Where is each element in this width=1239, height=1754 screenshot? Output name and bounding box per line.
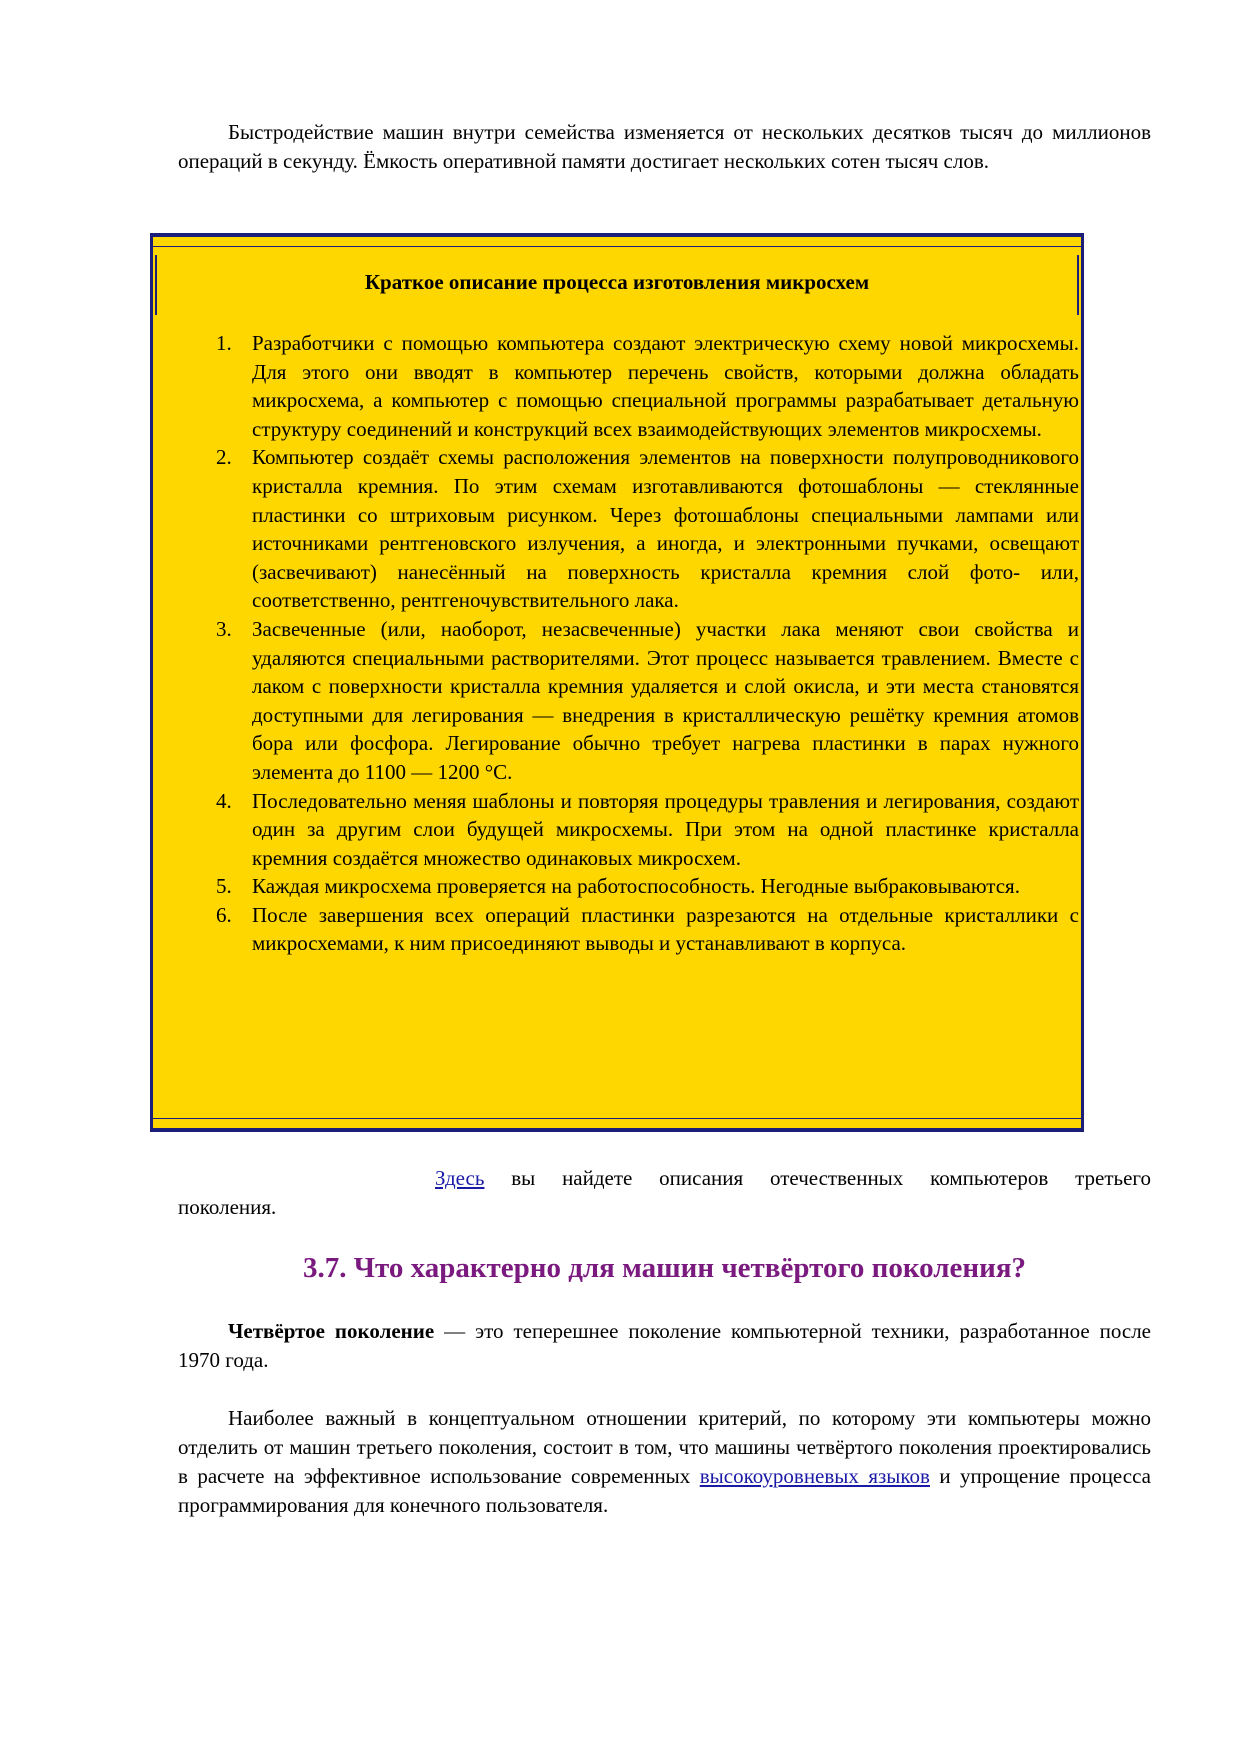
list-item-text: Каждая микросхема проверяется на работоспособность. Негодные выбраковываются. — [252, 874, 1020, 899]
list-item-number: 5. — [216, 874, 232, 899]
link-paragraph-text: вы найдете описания отечественных компьютеров третьего — [484, 1166, 1151, 1190]
list-item-text: После завершения всех операций пластинки разрезаются на отдельные кристаллики с микросхемами, к ним присоединяют выводы и устанавливают в корпуса. — [252, 902, 1079, 956]
section-number: 3.7. — [302, 1252, 347, 1284]
here-link[interactable]: Здесь — [435, 1166, 485, 1190]
list-item-text: Засвеченные (или, наоборот, незасвеченные) участки лака меняют свои свойства и удаляются специальными растворителями. Этот процесс называется травлением. Вместе с лаком с поверхности кристалла кремния удаляется и слой окисла, и эти места становятся доступными для легирования — внедрения в кристаллическую решётку кремния атомов бора или фосфора. Легирование обычно требует нагрева пластинки в парах нужного элемента до 1100 — 1200 °С. — [252, 616, 1079, 784]
list-item-text: Компьютер создаёт схемы расположения элементов на поверхности полупроводникового кристалла кремния. По этим схемам изготавливаются фотошаблоны — стеклянные пластинки со штриховым рисунком. Через фотошаблоны специальными лампами или источниками рентгеновского излучения, а иногда, и электронными пучками, освещают (засвечивают) нанесённый на поверхность кристалла кремния слой фото- или, соответственно, рентгеночувствительного лака. — [252, 445, 1079, 613]
fourth-generation-definition: — это теперешнее поколение компьютерной техники, разработанное после 1970 года. — [178, 1319, 1151, 1372]
list-item-number: 1. — [216, 331, 232, 355]
list-item — [193, 872, 1079, 901]
list-item-number: 3. — [216, 616, 232, 641]
info-box — [150, 233, 1084, 1132]
list-item — [193, 443, 1079, 615]
fourth-generation-paragraph — [178, 1317, 1151, 1375]
list-item — [193, 329, 1079, 443]
intro-paragraph: Быстродействие машин внутри семейства изменяется от нескольких десятков тысяч до миллионов операций в секунду. Ёмкость оперативной памяти достигает нескольких сотен тысяч слов. — [178, 120, 1151, 173]
fourth-generation-term: Четвёртое поколение — [228, 1319, 435, 1343]
high-level-languages-link[interactable]: высокоуровневых языков — [699, 1464, 930, 1488]
criterion-paragraph — [178, 1404, 1151, 1520]
section-heading — [178, 1250, 1151, 1286]
criterion-text-after: и упрощение процесса программирования для конечного пользователя. — [178, 1464, 1151, 1517]
list-item — [193, 901, 1079, 958]
list-item — [193, 787, 1079, 873]
link-paragraph-line-1 — [178, 1164, 1151, 1193]
list-item-number: 6. — [216, 902, 232, 927]
list-item-text: Последовательно меняя шаблоны и повторяя процедуры травления и легирования, создают один за другим слои будущей микросхемы. При этом на одной пластинке кристалла кремния создаётся множество одинаковых микросхем. — [252, 788, 1079, 870]
link-paragraph-line-2: поколения. — [178, 1195, 277, 1219]
link-paragraph — [178, 1164, 1151, 1222]
criterion-text-before: Наиболее важный в концептуальном отношении критерий, по которому эти компьютеры можно отделить от машин третьего поколения, состоит в том, что машины четвёртого поколения проектировались в расчете на эффективное использование современных — [178, 1406, 1151, 1488]
list-item — [193, 615, 1079, 787]
list-item-text: Разработчики с помощью компьютера создают электрическую схему новой микросхемы. Для этого они вводят в компьютер перечень свойств, которыми должна обладать микросхема, а компьютер с помощью специальной программы разрабатывает детальную структуру соединений и конструкций всех взаимодействующих элементов микросхемы. — [252, 331, 1079, 441]
list-item-number: 4. — [216, 788, 232, 813]
info-box-title: Краткое описание процесса изготовления микросхем — [364, 270, 870, 294]
process-steps-list — [193, 329, 1079, 958]
list-item-number: 2. — [216, 445, 232, 470]
section-title: Что характерно для машин четвёртого поколения? — [346, 1252, 1027, 1284]
